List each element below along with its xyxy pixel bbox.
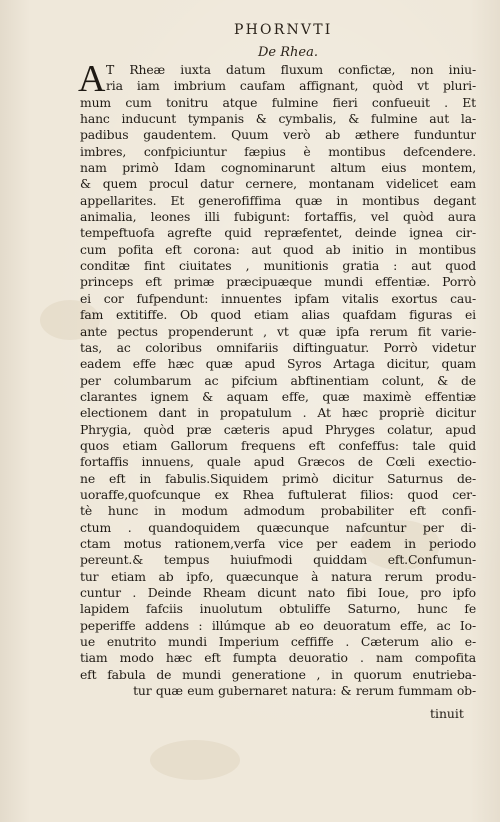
text-line: tur quæ eum gubernaret natura: & rerum fummam ob- <box>133 683 476 699</box>
paper-stain <box>150 740 240 780</box>
text-line: imbres, confpiciuntur fæpius è montibus defcendere. <box>80 143 476 159</box>
text-line: padibus gaudentem. Quum verò ab æthere funduntur <box>80 127 476 143</box>
text-line: tè hunc in modum admodum probabiliter eft confi- <box>80 503 476 519</box>
text-line: tempeftuofa agrefte quid repræfentet, deinde ignea cir- <box>80 225 476 241</box>
text-line: mum cum tonitru atque fulmine fieri confueuit . Et <box>80 94 476 110</box>
text-line: tur etiam ab ipfo, quæcunque à natura rerum produ- <box>80 568 476 584</box>
text-line: ue enutrito mundi Imperium ceffiffe . Cæterum alio e- <box>80 634 476 650</box>
body-text <box>78 58 476 699</box>
text-line: hanc inducunt tympanis & cymbalis, & fulmine aut la- <box>80 111 476 127</box>
text-line: quos etiam Gallorum frequens eft confeffus: tale quid <box>80 437 476 453</box>
catchword: tinuit <box>430 706 464 721</box>
text-line: cuntur . Deinde Rheam dicunt nato fibi Ioue, pro ipfo <box>80 585 476 600</box>
text-line: per columbarum ac pifcium abftinentiam colunt, & de <box>80 372 476 388</box>
text-line: conditæ fint ciuitates , munitionis gratia : aut quod <box>80 258 476 274</box>
text-line: nam primò Idam cognominarunt altum eius montem, <box>80 160 476 176</box>
text-line: tiam modo hæc eft fumpta deuoratio . nam compofita <box>80 650 476 666</box>
text-line: animalia, leones illi fubigunt: fortaffis, vel quòd aura <box>80 209 476 225</box>
text-line: ante pectus propenderunt , vt quæ ipfa rerum fit varie- <box>80 323 476 339</box>
section-title: De Rhea. <box>258 45 318 60</box>
text-line: clarantes ignem & aquam effe, quæ maximè effentiæ <box>80 388 476 404</box>
text-line: eadem effe hæc quæ apud Syros Artaga dicitur, quam <box>80 356 476 372</box>
text-line: pereunt.& tempus huiufmodi quiddam eft.Confumun- <box>80 552 476 568</box>
text-line: cum pofita eft corona: aut quod ab initio in montibus <box>80 241 476 257</box>
text-line: ctum . quandoquidem quæcunque nafcuntur per di- <box>80 519 476 535</box>
text-line: tas, ac coloribus omnifariis diftinguatur. Porrò videtur <box>80 339 476 355</box>
text-line: ctam motus rationem,verfa vice per eadem in periodo <box>80 535 476 551</box>
text-line: appellarites. Et generofiffima quæ in montibus degant <box>80 192 476 208</box>
page-header <box>0 22 500 40</box>
text-line: & quem procul datur cernere, montanam videlicet eam <box>80 176 476 192</box>
text-line: fortaffis innuens, quale apud Græcos de Cœli exectio- <box>80 454 476 470</box>
text-line: T Rheæ iuxta datum fluxum confictæ, non iniu- <box>106 62 476 77</box>
running-head: PHORNVTI <box>234 22 333 38</box>
text-line: Phrygia, quòd præ cæteris apud Phryges colatur, apud <box>80 421 476 437</box>
text-line: ei cor fufpendunt: innuentes ipfam vitalis exortus cau- <box>80 290 476 306</box>
text-line: ria iam imbrium caufam affignant, quòd vt pluri- <box>106 78 476 94</box>
text-line: eft fabula de mundi generatione , in quorum enutrieba- <box>80 666 476 682</box>
text-line: uoraffe,quofcunque ex Rhea fuftulerat filios: quod cer- <box>80 486 476 502</box>
text-line: lapidem fafciis inuolutum obtuliffe Saturno, hunc fe <box>80 601 476 617</box>
text-line: electionem dant in propatulum . At hæc propriè dicitur <box>80 405 476 421</box>
drop-capital: A <box>78 58 106 100</box>
text-line: ne eft in fabulis.Siquidem primò dicitur Saturnus de- <box>80 470 476 486</box>
text-line: princeps eft primæ præcipuæque mundi effentiæ. Porrò <box>80 274 476 290</box>
text-line: peperiffe addens : illúmque ab eo deuoratum effe, ac Io- <box>80 617 476 633</box>
text-line: fam extitiffe. Ob quod etiam alias quafdam figuras ei <box>80 307 476 323</box>
